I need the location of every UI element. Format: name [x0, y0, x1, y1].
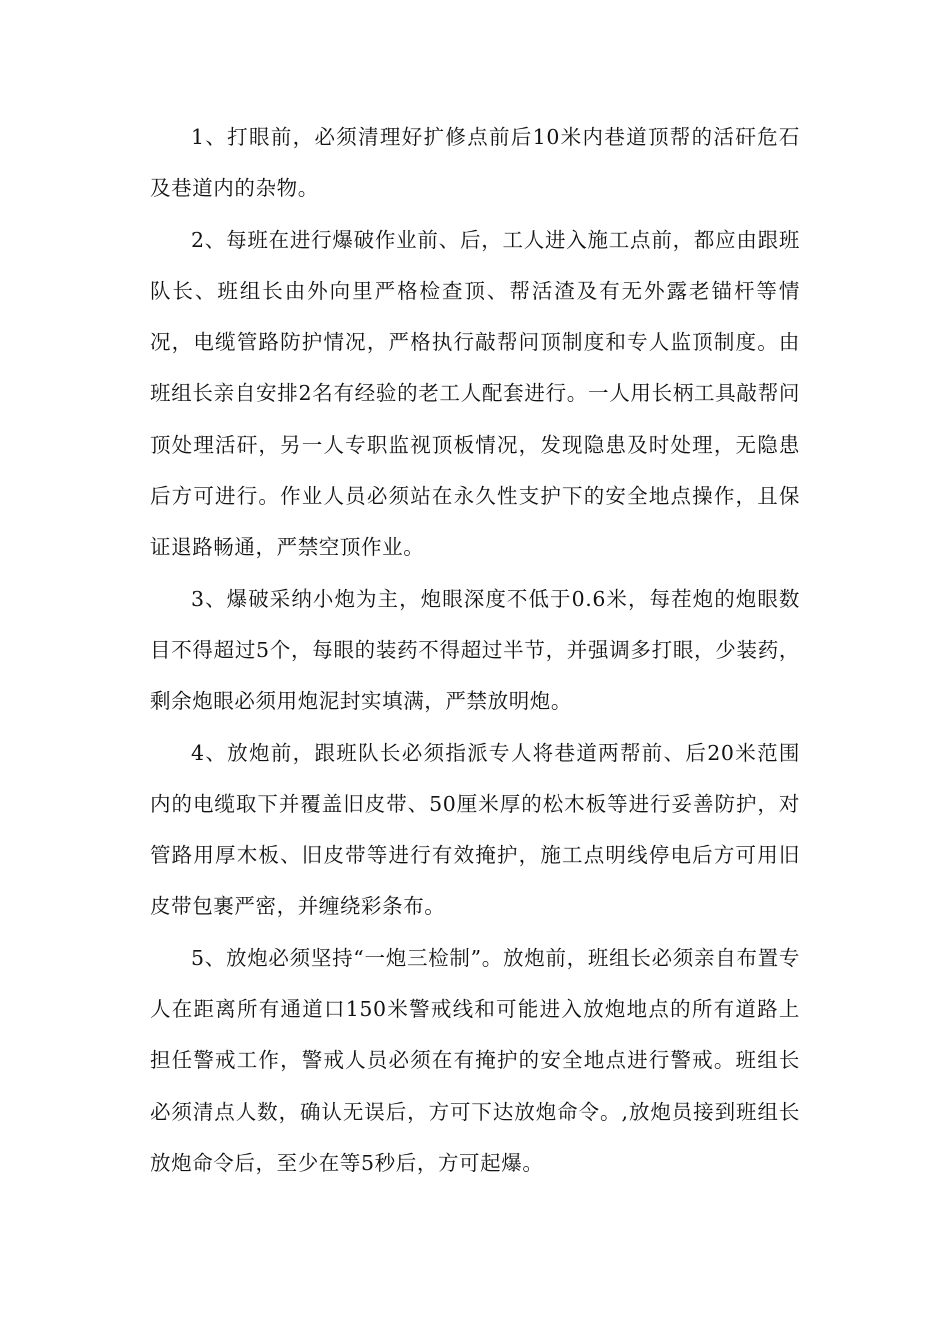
document-body	[150, 112, 800, 1189]
paragraph-5: 5、放炮必须坚持“一炮三检制”。放炮前，班组长必须亲自布置专人在距离所有通道口150米警戒线和可能进入放炮地点的所有道路上担任警戒工作，警戒人员必须在有掩护的安全地点进行警戒。班组长必须清点人数，确认无误后，方可下达放炮命令。,放炮员接到班组长放炮命令后，至少在等5秒后，方可起爆。	[150, 945, 800, 1175]
paragraph-1: 1、打眼前，必须清理好扩修点前后10米内巷道顶帮的活矸危石及巷道内的杂物。	[150, 125, 800, 201]
paragraph-4: 4、放炮前，跟班队长必须指派专人将巷道两帮前、后20米范围内的电缆取下并覆盖旧皮带、50厘米厚的松木板等进行妥善防护，对管路用厚木板、旧皮带等进行有效掩护，施工点明线停电后方可用旧皮带包裹严密，并缠绕彩条布。	[150, 740, 800, 919]
paragraph-3: 3、爆破采纳小炮为主，炮眼深度不低于0.6米，每茬炮的炮眼数目不得超过5个，每眼的装药不得超过半节，并强调多打眼，少装药，剩余炮眼必须用炮泥封实填满，严禁放明炮。	[150, 586, 800, 714]
paragraph-2: 2、每班在进行爆破作业前、后，工人进入施工点前，都应由跟班队长、班组长由外向里严格检查顶、帮活渣及有无外露老锚杆等情况，电缆管路防护情况，严格执行敲帮问顶制度和专人监顶制度。由班组长亲自安排2名有经验的老工人配套进行。一人用长柄工具敲帮问顶处理活矸，另一人专职监视顶板情况，发现隐患及时处理，无隐患后方可进行。作业人员必须站在永久性支护下的安全地点操作，且保证退路畅通，严禁空顶作业。	[150, 227, 800, 560]
